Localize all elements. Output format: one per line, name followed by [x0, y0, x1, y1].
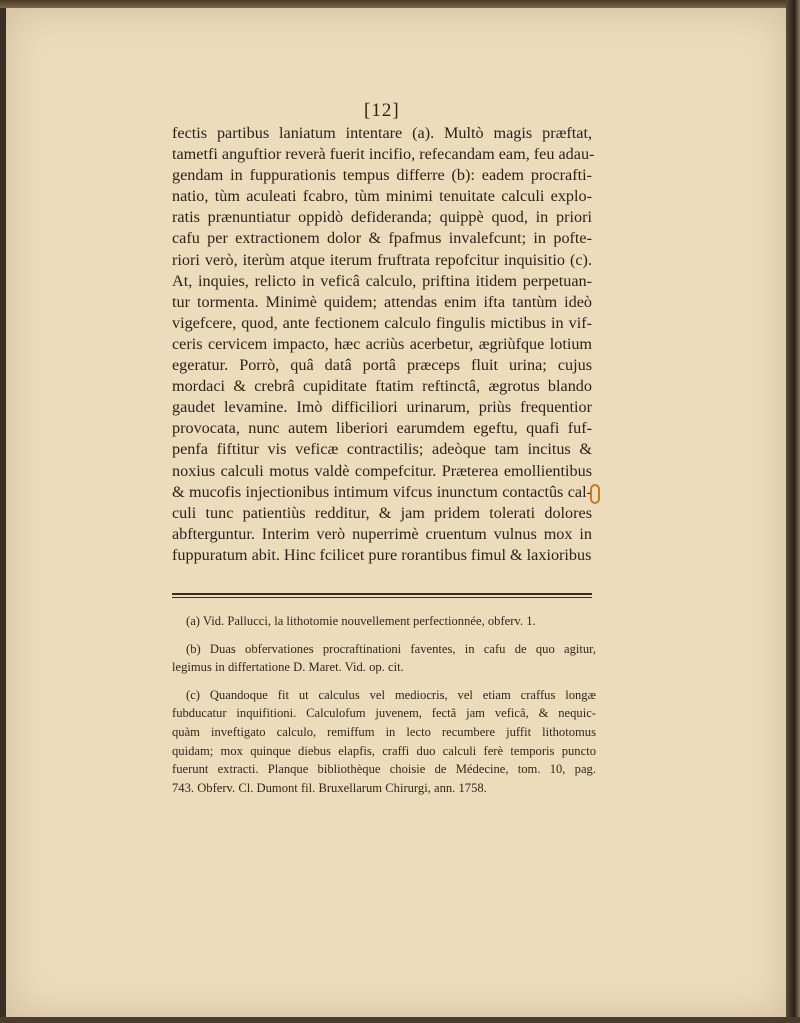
footnote-line: fuerunt extracti. Planque bibliothèque choisie de Médecine, tom. 10, pag.	[172, 762, 596, 777]
footnote-rule	[172, 593, 592, 595]
footnote-line: (c) Quandoque fit ut calculus vel mediocris, vel etiam craffus longæ	[186, 687, 596, 702]
text-line: tametfi anguftior reverà fuerit incifio, refecandam eam, feu adau-	[172, 145, 595, 164]
text-line: culi tunc patientiùs redditur, & jam pridem tolerati dolores	[172, 503, 592, 522]
text-line: mordaci & crebrâ cupiditate ftatim reftinctâ, ægrotus blando	[172, 377, 592, 396]
page-bottom-edge	[0, 1017, 800, 1023]
text-line: riori verò, iterùm atque iterum fruftrata repofcitur inquisitio (c).	[172, 250, 592, 269]
bookmark-clip	[590, 484, 600, 504]
footnote-line: quàm inveftigato calculo, remiffum in lecto recumbere juffit lithotomus	[172, 724, 596, 739]
text-line: ceris cervicem impacto, hæc acriùs acerbetur, ægriùfque lotium	[172, 334, 592, 353]
footnote-line: 743. Obferv. Cl. Dumont fil. Bruxellarum Chirurgi, ann. 1758.	[172, 780, 487, 795]
text-line: noxius calculi motus valdè compefcitur. Præterea emollientibus	[172, 461, 592, 480]
book-spine-edge	[786, 0, 800, 1023]
footnote-a	[172, 612, 596, 631]
text-line: & mucofis injectionibus intimum vifcus inunctum contactûs cal-	[172, 482, 592, 501]
main-text	[172, 123, 595, 566]
page-number: [12]	[364, 100, 400, 121]
page-top-edge	[0, 0, 800, 8]
text-line: gendam in fuppurationis tempus differre (b): eadem procrafti-	[172, 166, 592, 185]
text-line: ratis prænuntiatur oppidò defideranda; quippè quod, in priori	[172, 208, 592, 227]
text-line: cafu per extractionem dolor & fpafmus invalefcunt; in pofte-	[172, 229, 592, 248]
footnote-line: (a) Vid. Pallucci, la lithotomie nouvellement perfectionnée, obferv. 1.	[186, 614, 536, 628]
text-line: At, inquies, relicto in veficâ calculo, priftina itidem perpetuan-	[172, 271, 592, 290]
text-line: abfterguntur. Interim verò nuperrimè cruentum vulnus mox in	[172, 524, 592, 543]
text-line: egeratur. Porrò, quâ datâ portâ præceps fluit urina; cujus	[172, 356, 592, 375]
text-line: fectis partibus laniatum intentare (a). Multò magis præftat,	[172, 124, 592, 142]
text-line: vigefcere, quod, ante fectionem calculo fingulis mictibus in vif-	[172, 313, 592, 332]
text-line: penfa fiftitur vis veficæ contractilis; adeòque tam incitus &	[172, 440, 592, 459]
footnote-c	[172, 686, 596, 798]
footnote-line: (b) Duas obfervationes procraftinationi faventes, in cafu de quo agitur,	[186, 641, 596, 656]
footnote-line: legimus in differtatione D. Maret. Vid. op. cit.	[172, 660, 404, 675]
footnote-line: fubducatur inquifitioni. Calculofum juvenem, fectâ jam veficâ, & nequic-	[172, 706, 596, 721]
text-line: provocata, nunc autem liberiori earumdem egeftu, quafi fuf-	[172, 419, 592, 438]
footnotes	[172, 612, 596, 806]
text-line: gaudet levamine. Imò difficiliori urinarum, priùs frequentior	[172, 398, 592, 417]
footnote-line: quidam; mox quinque diebus elapfis, craffi duo calculi ferè temporis puncto	[172, 743, 596, 758]
footnote-b	[172, 640, 596, 677]
text-line: fuppuratum abit. Hinc fcilicet pure rorantibus fimul & laxioribus	[172, 545, 592, 564]
text-line: natio, tùm aculeati fcabro, tùm minimi tenuitate calculi explo-	[172, 187, 592, 206]
text-line: tur tormenta. Minimè quidem; attendas enim ifta tantùm ideò	[172, 292, 592, 311]
footnote-rule-thin	[172, 597, 592, 598]
